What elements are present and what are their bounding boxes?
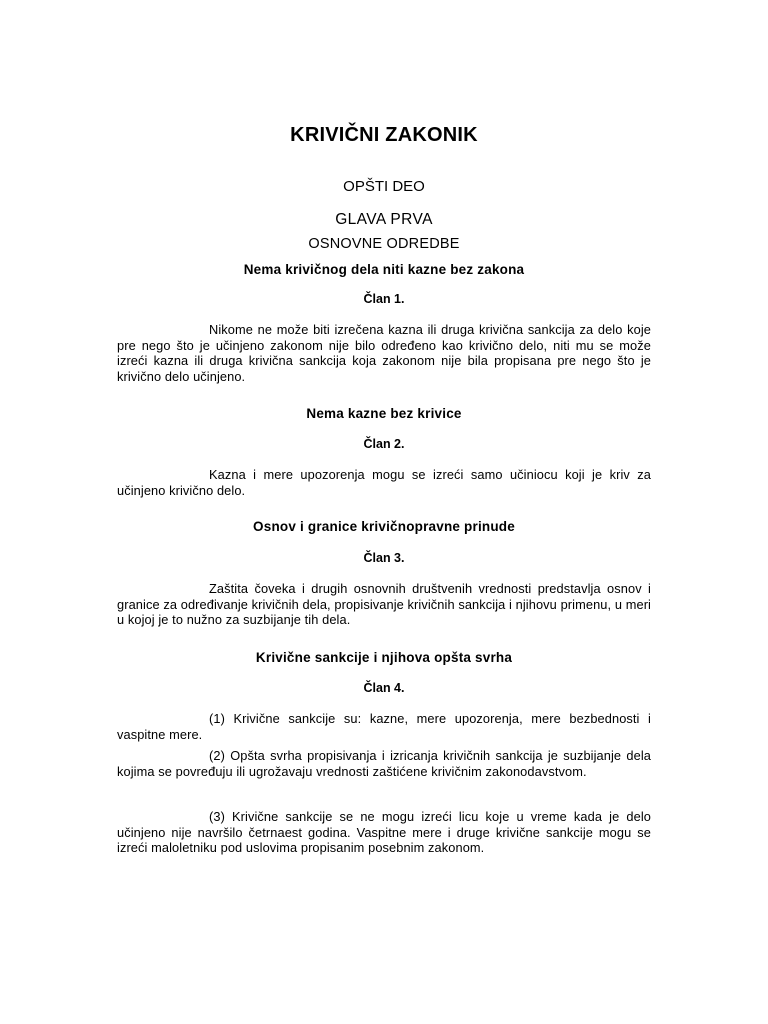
- part-title: OPŠTI DEO: [343, 178, 425, 195]
- article-number: Član 1.: [363, 292, 405, 306]
- article-paragraph: (3) Krivične sankcije se ne mogu izreći licu koje u vreme kada je delo učinjeno nije navršilo četrnaest godina. Vaspitne mere i druge krivične sankcije mogu se izreći maloletniku pod uslovima propisanim posebnim zakonom.: [117, 809, 651, 855]
- article-number: Član 3.: [363, 551, 405, 565]
- article-number: Član 4.: [363, 681, 405, 695]
- article-paragraph: Nikome ne može biti izrečena kazna ili druga krivična sankcija za delo koje pre nego što je učinjeno zakonom nije bilo određeno kao krivično delo, niti mu se može izreći kazna ili druga krivična sankcija koja zakonom nije bila propisana pre nego što je krivično delo učinjeno.: [117, 322, 651, 384]
- article-paragraph: (1) Krivične sankcije su: kazne, mere upozorenja, mere bezbednosti i vaspitne mere.: [117, 711, 651, 742]
- article-paragraph: (2) Opšta svrha propisivanja i izricanja krivičnih sankcija je suzbijanje dela kojima se povređuju ili ugrožavaju vrednosti zaštićene krivičnim zakonodavstvom.: [117, 748, 651, 779]
- chapter-subtitle: OSNOVNE ODREDBE: [308, 236, 460, 252]
- section-heading: Krivične sankcije i njihova opšta svrha: [255, 650, 513, 665]
- section-heading: Nema krivičnog dela niti kazne bez zakona: [243, 262, 525, 277]
- chapter-title: GLAVA PRVA: [335, 211, 433, 228]
- article-paragraph: Kazna i mere upozorenja mogu se izreći samo učiniocu koji je kriv za učinjeno krivično delo.: [117, 467, 651, 498]
- article-paragraph: Zaštita čoveka i drugih osnovnih društvenih vrednosti predstavlja osnov i granice za određivanje krivičnih dela, propisivanje krivičnih sankcija i njihovu primenu, u meri u kojoj je to nužno za suzbijanje tih dela.: [117, 581, 651, 627]
- article-number: Član 2.: [363, 437, 405, 451]
- section-heading: Osnov i granice krivičnopravne prinude: [253, 519, 515, 534]
- document-title: KRIVIČNI ZAKONIK: [290, 124, 478, 146]
- section-heading: Nema kazne bez krivice: [306, 406, 462, 421]
